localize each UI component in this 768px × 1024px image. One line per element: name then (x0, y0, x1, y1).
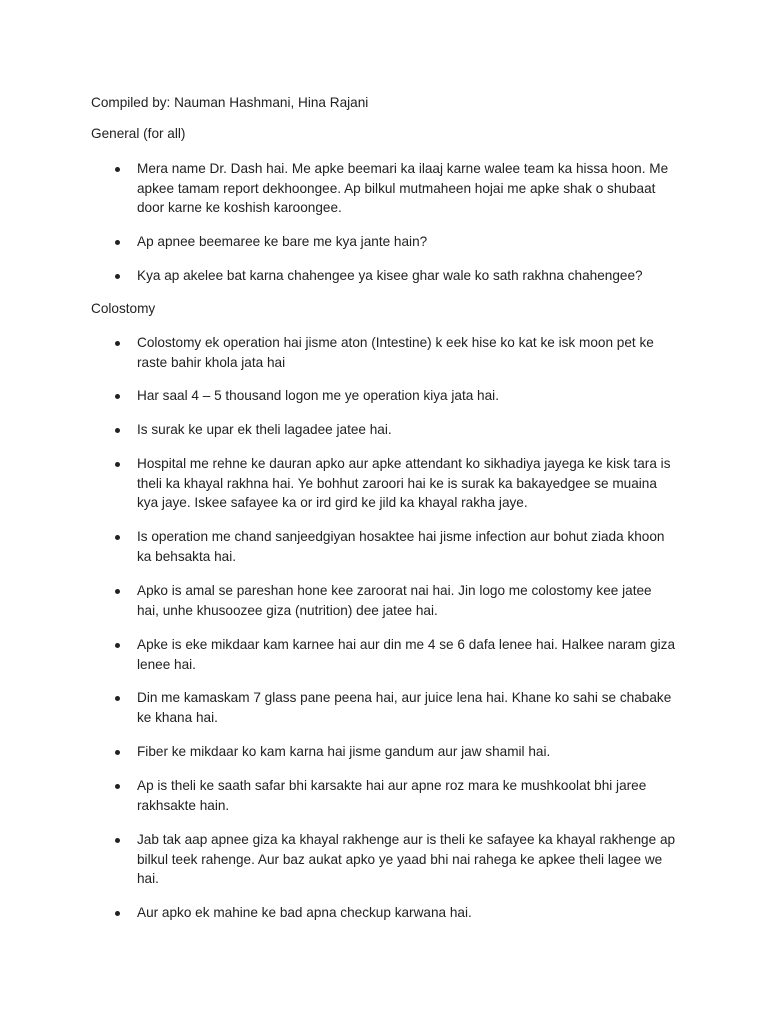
bullet-icon (115, 911, 120, 916)
list-item-text: Har saal 4 – 5 thousand logon me ye operation kiya jata hai. (137, 388, 499, 403)
section-heading-general: General (for all) (91, 126, 186, 141)
list-item-text: Mera name Dr. Dash hai. Me apke beemari ka ilaaj karne walee team ka hissa hoon. Me apkee tamam report dekhoongee. Ap bilkul mutmaheen hojai me apke shak o shubaat door karne ke koshish karoongee. (137, 161, 669, 215)
bullet-icon (115, 784, 120, 789)
list-item-text: Ap apnee beemaree ke bare me kya jante hain? (137, 234, 428, 249)
bullet-icon (115, 696, 120, 701)
bullet-icon (115, 274, 120, 279)
list-item-text: Is operation me chand sanjeedgiyan hosaktee hai jisme infection aur bohut ziada khoon ka behsakta hai. (137, 529, 665, 564)
bullet-icon (115, 643, 120, 648)
list-item-text: Hospital me rehne ke dauran apko aur apke attendant ko sikhadiya jayega ke kisk tara is theli ka khayal rakhna hai. Ye bohhut zaroori hai ke is surak ka bakayedgee se muaina kya jaye. Iskee safayee ka or ird gird ke jild ka khayal rakha jaye. (137, 456, 671, 510)
bullet-icon (115, 240, 120, 245)
list-item-text: Is surak ke upar ek theli lagadee jatee hai. (137, 422, 392, 437)
bullet-icon (115, 462, 120, 467)
bullet-icon (115, 750, 120, 755)
list-item-text: Fiber ke mikdaar ko kam karna hai jisme gandum aur jaw shamil hai. (137, 744, 551, 759)
list-item-text: Apke is eke mikdaar kam karnee hai aur din me 4 se 6 dafa lenee hai. Halkee naram giza lenee hai. (137, 637, 676, 672)
bullet-icon (115, 341, 120, 346)
bullet-icon (115, 428, 120, 433)
list-item-text: Aur apko ek mahine ke bad apna checkup karwana hai. (137, 905, 472, 920)
list-item-text: Din me kamaskam 7 glass pane peena hai, aur juice lena hai. Khane ko sahi se chabake ke khana hai. (137, 690, 672, 725)
compiled-by-line: Compiled by: Nauman Hashmani, Hina Rajani (91, 95, 369, 110)
bullet-icon (115, 167, 120, 172)
list-item-text: Ap is theli ke saath safar bhi karsakte hai aur apne roz mara ke mushkoolat bhi jaree rakhsakte hain. (137, 778, 647, 813)
bullet-icon (115, 589, 120, 594)
list-item-text: Apko is amal se pareshan hone kee zaroorat nai hai. Jin logo me colostomy kee jatee hai, unhe khusoozee giza (nutrition) dee jatee hai. (137, 583, 652, 618)
bullet-icon (115, 838, 120, 843)
list-item-text: Kya ap akelee bat karna chahengee ya kisee ghar wale ko sath rakhna chahengee? (137, 268, 643, 283)
bullet-icon (115, 535, 120, 540)
list-item-text: Jab tak aap apnee giza ka khayal rakhenge aur is theli ke safayee ka khayal rakhenge ap bilkul teek rahenge. Aur baz aukat apko ye yaad bhi nai rahega ke apkee theli lagee we hai. (137, 832, 676, 886)
list-item-text: Colostomy ek operation hai jisme aton (Intestine) k eek hise ko kat ke isk moon pet ke raste bahir khola jata hai (137, 335, 654, 370)
section-heading-colostomy: Colostomy (91, 301, 156, 316)
bullet-icon (115, 394, 120, 399)
